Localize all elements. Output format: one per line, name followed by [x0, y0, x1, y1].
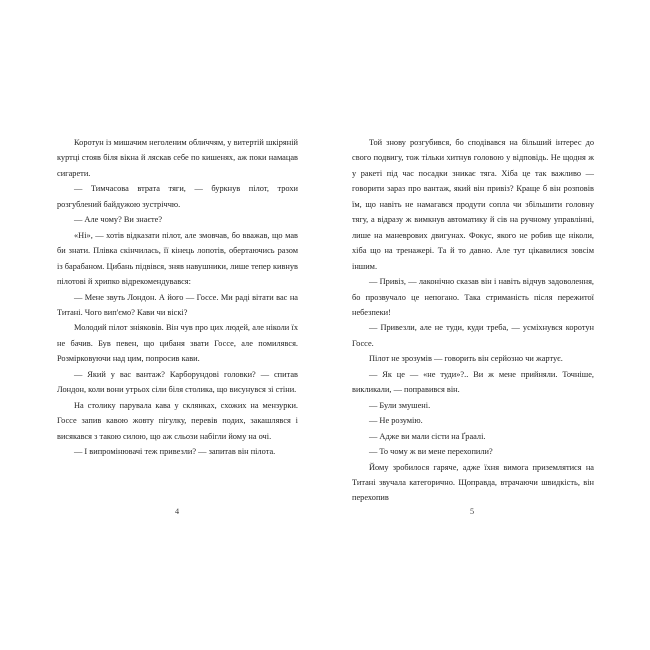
paragraph: Молодий пілот зніяковів. Він чув про цих людей, але ніколи їх не бачив. Був певен, що цибаня звати Госсе, але помилявся. Розмірковуючи над цим, попросив кави. [57, 323, 298, 364]
paragraph: — І випромінювачі теж привезли? — запитав він пілота. [74, 447, 276, 457]
paragraph: «Ні», — хотів відказати пілот, але змовчав, бо вважав, що мав би знати. Плівка скінчилась, її кінець лопотів, обертаючись разом із барабаном. Цибань підвівся, зняв навушники, лише тепер кивнув пілотові й хрипко відрекомендувався: [57, 230, 298, 287]
paragraph: — Привіз, — лаконічно сказав він і навіть відчув задоволення, бо прозвучало це непогано. Така стриманість після пережитої небезпеки! [352, 277, 594, 317]
paragraph: Той знову розгубився, бо сподівався на більший інтерес до свого подвигу, тож тільки хитнув головою у відповідь. Не щодня ж у ракеті під час посадки зникає тяга. Хіба це так важливо — говорити зараз про вантаж, який він привіз? Краще б він розповів їм, що навіть не намагався продути сопла чи збільшити головну тягу, а відразу ж вимкнув автоматику й сів на ручному управлінні, лише на маневрових двигунах. Фокус, якого не робив ще ніколи, хіба що на тренажері. Та й то давно. Але тут цікавилися зовсім іншим. [352, 138, 594, 271]
page-number: 4 [174, 507, 180, 516]
paragraph: — Але чому? Ви знаєте? [74, 215, 163, 225]
paragraph: — Адже ви мали сісти на Ґраалі. [369, 431, 486, 441]
paragraph: На столику парувала кава у склянках, схожих на мензурки. Госсе запив кавою жовту пігулку, перевів подих, закашлявся і висякався з такою силою, що аж сльози набігли йому на очі. [57, 400, 298, 441]
paragraph: — Який у вас вантаж? Карборундові головки? — спитав Лондон, коли вони утрьох сіли біля столика, що висунувся зі стіни. [57, 369, 298, 395]
left-page-textblock [57, 135, 298, 460]
paragraph: Йому зробилося гаряче, адже їхня вимога приземлятися на Титані звучала категорично. Щоправда, втрачаючи швидкість, він перехопив [352, 462, 594, 503]
right-page-textblock [352, 135, 594, 506]
paragraph: — То чому ж ви мене перехопили? [369, 447, 493, 457]
paragraph: — Були змушені. [369, 400, 431, 410]
paragraph: Коротун із мишачим неголеним обличчям, у витертій шкіряній куртці стояв біля вікна й ляскав себе по кишенях, аж поки намацав сигарети. [57, 138, 298, 178]
paragraph: Пілот не зрозумів — говорить він серйозно чи жартує. [369, 354, 563, 364]
paragraph: — Мене звуть Лондон. А його — Госсе. Ми раді вітати вас на Титані. Чого вип'ємо? Кави чи віскі? [57, 292, 298, 317]
paragraph: — Привезли, але не туди, куди треба, — усміхнувся коротун Госсе. [352, 323, 594, 348]
page-number: 5 [469, 507, 475, 516]
paragraph: — Тимчасова втрата тяги, — буркнув пілот, трохи розгублений байдужою зустріччю. [57, 184, 298, 209]
paragraph: — Не розумію. [369, 416, 423, 426]
paragraph: — Як це — «не туди»?.. Ви ж мене прийняли. Точніше, викликали, — поправився він. [352, 369, 594, 395]
page-right [325, 0, 650, 650]
